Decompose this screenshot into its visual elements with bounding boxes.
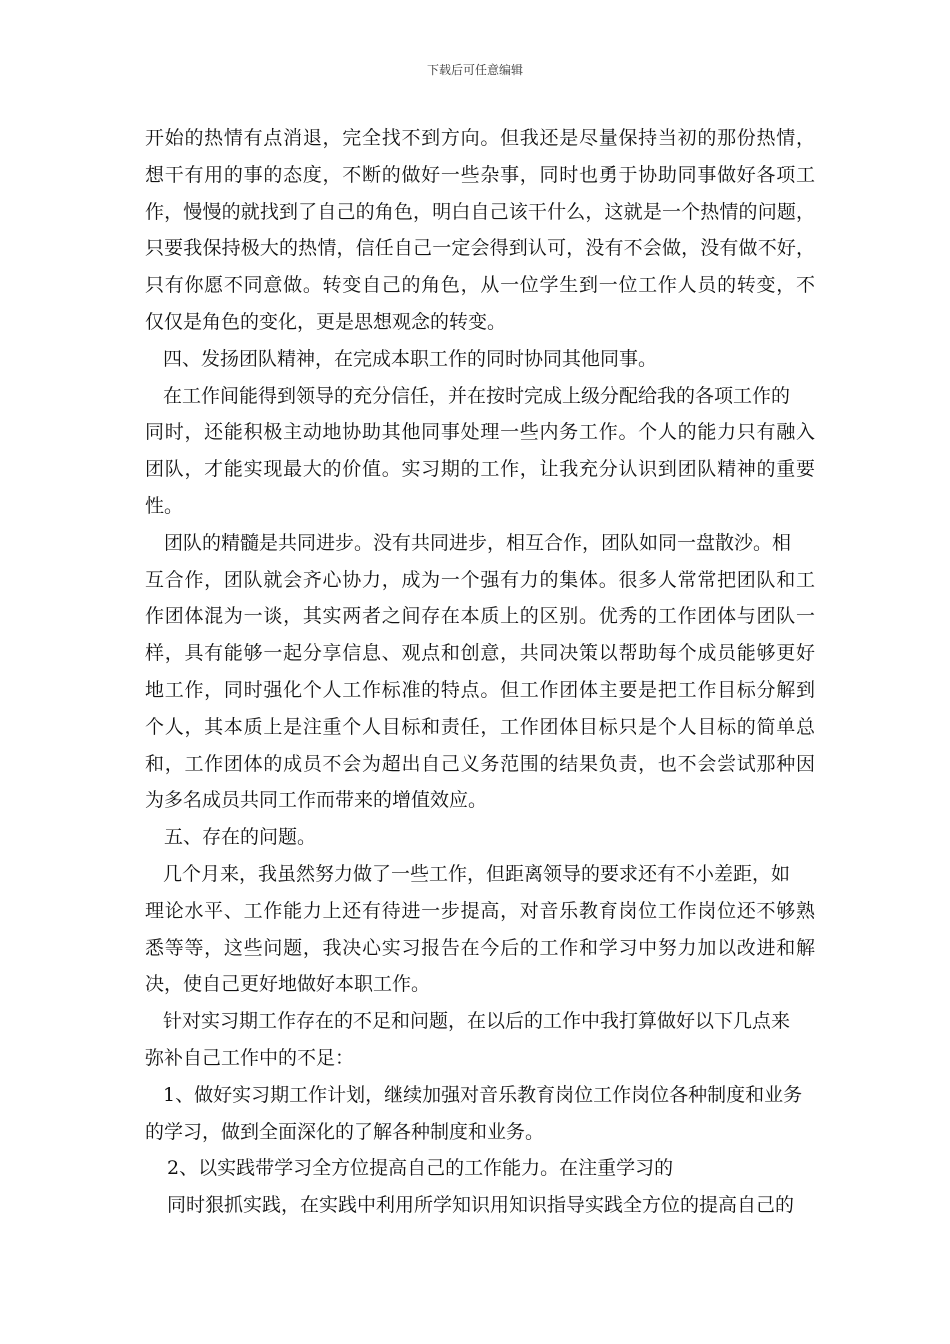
paragraph-line: 团队的精髓是共同进步。没有共同进步，相互合作，团队如同一盘散沙。相 bbox=[164, 531, 792, 554]
paragraph-line: 样，具有能够一起分享信息、观点和创意，共同决策以帮助每个成员能够更好 bbox=[145, 642, 815, 665]
paragraph-line: 只要我保持极大的热情，信任自己一定会得到认可，没有不会做，没有做不好， bbox=[145, 237, 815, 260]
paragraph-line: 性。 bbox=[145, 494, 184, 517]
section-heading: 五、存在的问题。 bbox=[164, 826, 317, 849]
paragraph-line: 作，慢慢的就找到了自己的角色，明白自己该干什么，这就是一个热情的问题， bbox=[145, 200, 815, 223]
paragraph-line: 在工作间能得到领导的充分信任，并在按时完成上级分配给我的各项工作的 bbox=[163, 384, 791, 407]
paragraph-line: 理论水平、工作能力上还有待进一步提高，对音乐教育岗位工作岗位还不够熟 bbox=[145, 899, 815, 922]
paragraph-line: 和，工作团体的成员不会为超出自己义务范围的结果负责，也不会尝试那种因 bbox=[145, 752, 815, 775]
page-header: 下载后可任意编辑 bbox=[426, 63, 523, 77]
paragraph-line: 几个月来，我虽然努力做了一些工作，但距离领导的要求还有不小差距，如 bbox=[163, 862, 791, 885]
list-item-line: 的学习，做到全面深化的了解各种制度和业务。 bbox=[145, 1120, 545, 1143]
paragraph-line: 弥补自己工作中的不足： bbox=[145, 1046, 355, 1069]
paragraph-line: 开始的热情有点消退，完全找不到方向。但我还是尽量保持当初的那份热情， bbox=[145, 127, 815, 149]
paragraph-line: 同时狠抓实践，在实践中利用所学知识用知识指导实践全方位的提高自己的 bbox=[167, 1194, 795, 1217]
paragraph-line: 悉等等，这些问题，我决心实习报告在今后的工作和学习中努力加以改进和解 bbox=[145, 936, 815, 959]
paragraph-line: 为多名成员共同工作而带来的增值效应。 bbox=[145, 789, 488, 812]
paragraph-line: 互合作，团队就会齐心协力，成为一个强有力的集体。很多人常常把团队和工 bbox=[145, 568, 815, 591]
paragraph-line: 仅仅是角色的变化，更是思想观念的转变。 bbox=[145, 310, 507, 333]
list-item-line: 1、做好实习期工作计划，继续加强对音乐教育岗位工作岗位各种制度和业务 bbox=[163, 1083, 803, 1106]
paragraph-line: 团队，才能实现最大的价值。实习期的工作，让我充分认识到团队精神的重要 bbox=[145, 458, 815, 481]
paragraph-line: 只有你愿不同意做。转变自己的角色，从一位学生到一位工作人员的转变，不 bbox=[145, 274, 815, 297]
paragraph-line: 个人，其本质上是注重个人目标和责任，工作团体目标只是个人目标的简单总 bbox=[145, 715, 815, 738]
paragraph-line: 想干有用的事的态度，不断的做好一些杂事，同时也勇于协助同事做好各项工 bbox=[145, 163, 815, 186]
paragraph-line: 作团体混为一谈，其实两者之间存在本质上的区别。优秀的工作团体与团队一 bbox=[145, 605, 815, 628]
paragraph-line: 决，使自己更好地做好本职工作。 bbox=[145, 973, 431, 996]
paragraph-line: 同时，还能积极主动地协助其他同事处理一些内务工作。个人的能力只有融入 bbox=[145, 421, 815, 444]
list-item-line: 2、以实践带学习全方位提高自己的工作能力。在注重学习的 bbox=[167, 1157, 674, 1180]
document-body bbox=[145, 120, 815, 1224]
paragraph-line: 地工作，同时强化个人工作标准的特点。但工作团体主要是把工作目标分解到 bbox=[145, 678, 815, 701]
section-heading: 四、发扬团队精神，在完成本职工作的同时协同其他同事。 bbox=[163, 347, 658, 370]
paragraph-line: 针对实习期工作存在的不足和问题，在以后的工作中我打算做好以下几点来 bbox=[163, 1010, 791, 1033]
